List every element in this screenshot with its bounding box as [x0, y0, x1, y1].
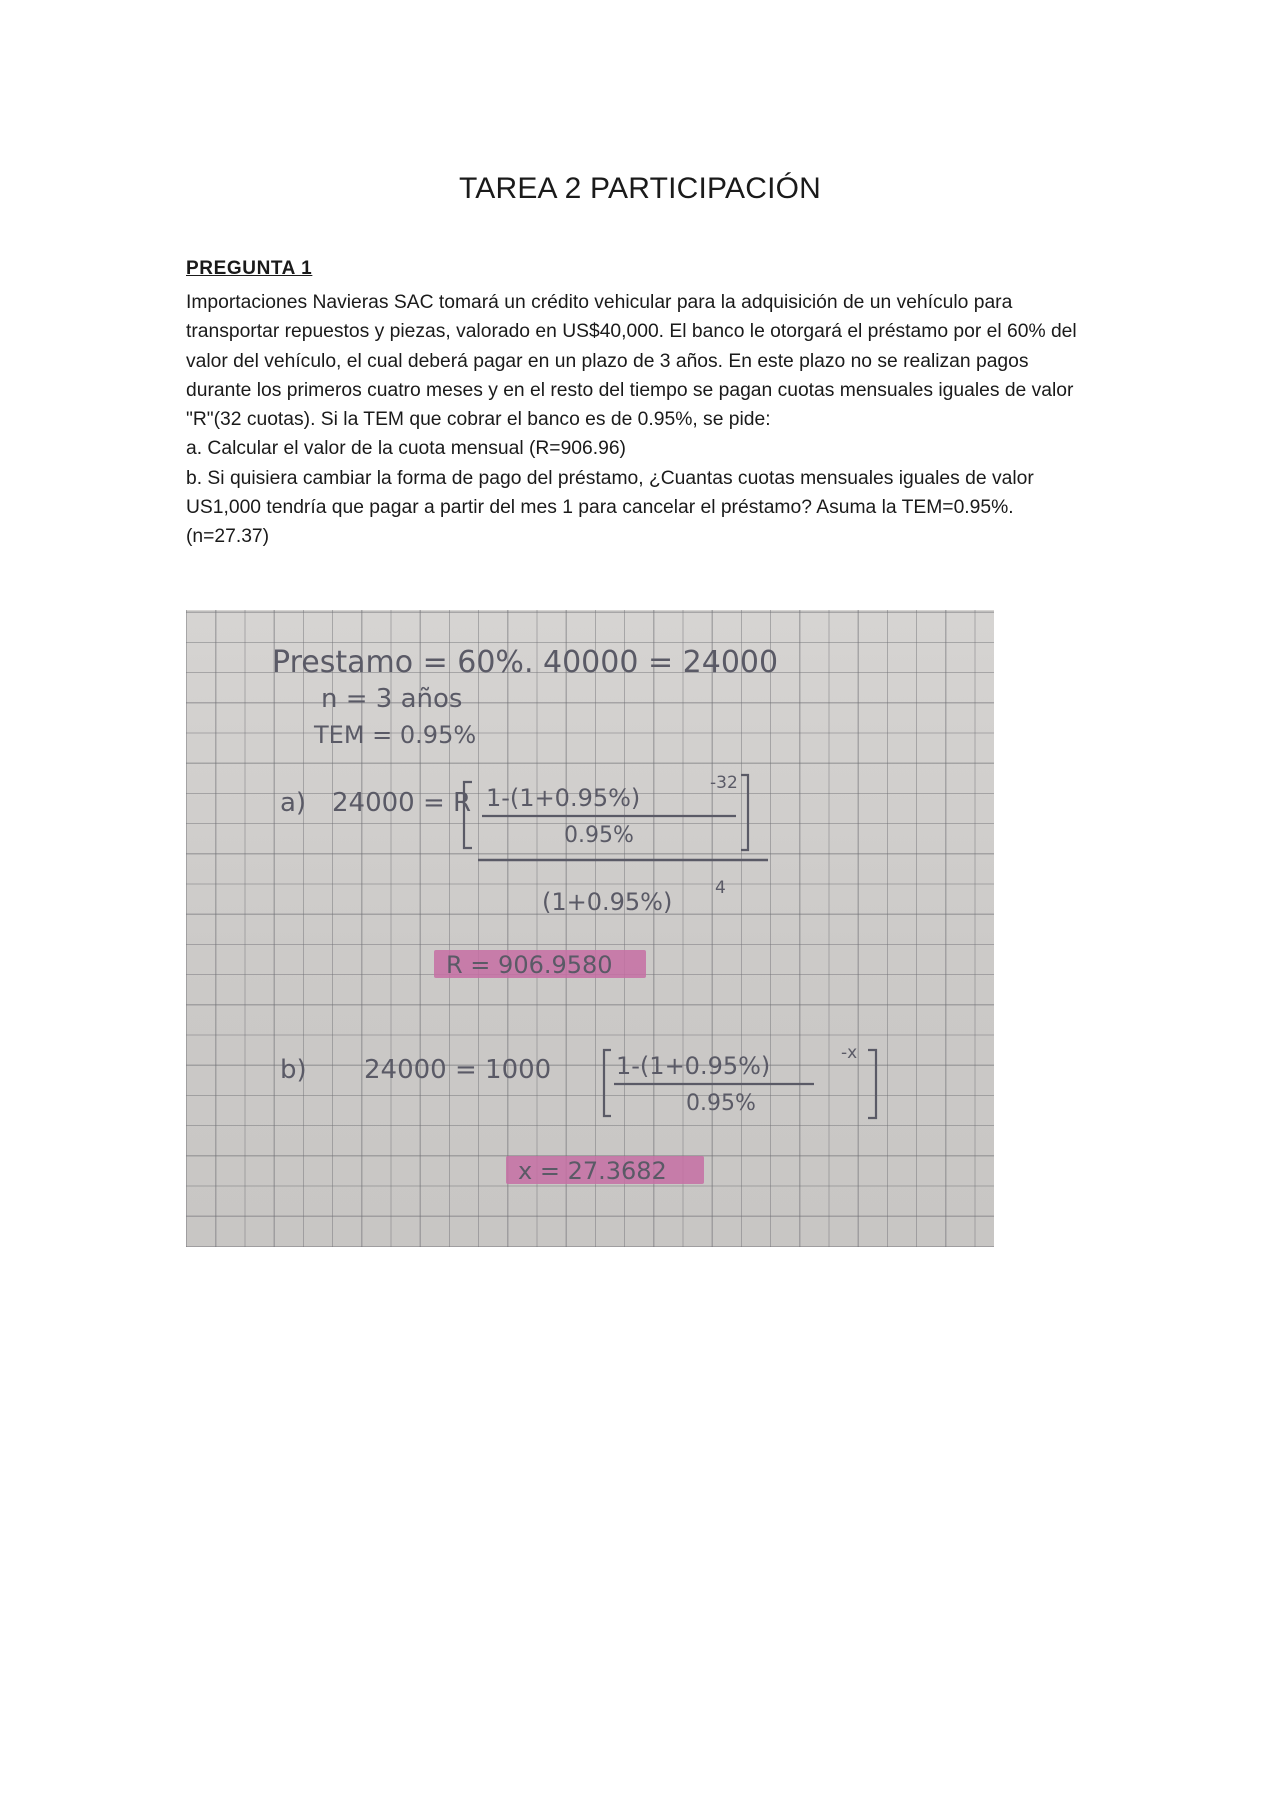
hw-part-b-bracket-left — [604, 1050, 611, 1116]
handwritten-solution-photo — [186, 610, 994, 1247]
hw-part-a-exponent: -32 — [710, 773, 738, 793]
hw-tem-line: TEM = 0.95% — [314, 721, 477, 749]
page-title: TAREA 2 PARTICIPACIÓN — [458, 172, 822, 205]
hw-part-a-label: a) — [280, 788, 307, 818]
hw-part-a-divisor: (1+0.95%) — [542, 888, 673, 916]
hw-n-line: n = 3 años — [321, 684, 463, 714]
hw-part-a-bracket-right — [741, 775, 748, 850]
hw-part-b-numerator: 1-(1+0.95%) — [616, 1052, 771, 1080]
hw-part-a-denominator: 0.95% — [564, 823, 634, 848]
hw-part-b-label: b) — [280, 1055, 307, 1085]
hw-part-b-denominator: 0.95% — [686, 1091, 756, 1116]
question-item-a: a. Calcular el valor de la cuota mensual (R=906.96) — [186, 438, 626, 460]
handwritten-solution-drawing — [186, 610, 994, 1247]
hw-part-b-exponent: -x — [841, 1043, 858, 1063]
hw-part-b-bracket-right — [868, 1050, 876, 1118]
hw-part-b-result: x = 27.3682 — [518, 1157, 667, 1185]
question-item-b: b. Si quisiera cambiar la forma de pago del préstamo, ¿Cuantas cuotas mensuales iguales de valor US1,000 tendría que pagar a partir del mes 1 para cancelar el préstamo? Asuma la TEM=0.95%. (n=27.37) — [186, 467, 1034, 548]
hw-part-a-divisor-exponent: 4 — [715, 878, 726, 898]
hw-part-a-result: R = 906.9580 — [446, 951, 613, 979]
hw-part-a-lhs: 24000 = R — [332, 788, 472, 818]
question-paragraph: Importaciones Navieras SAC tomará un crédito vehicular para la adquisición de un vehículo para transportar repuestos y piezas, valorado en US$40,000. El banco le otorgará el préstamo por el 60% del valor del vehículo, el cual deberá pagar en un plazo de 3 años. En este plazo no se realizan pagos durante los primeros cuatro meses y en el resto del tiempo se pagan cuotas mensuales iguales de valor "R"(32 cuotas). Si la TEM que cobrar el banco es de 0.95%, se pide: — [186, 292, 1077, 431]
question-body — [186, 288, 1086, 552]
question-heading: PREGUNTA 1 — [186, 258, 313, 279]
hw-part-a-numerator: 1-(1+0.95%) — [486, 784, 641, 812]
hw-loan-line: Prestamo = 60%. 40000 = 24000 — [272, 645, 779, 680]
hw-part-b-lhs: 24000 = 1000 — [364, 1055, 552, 1085]
